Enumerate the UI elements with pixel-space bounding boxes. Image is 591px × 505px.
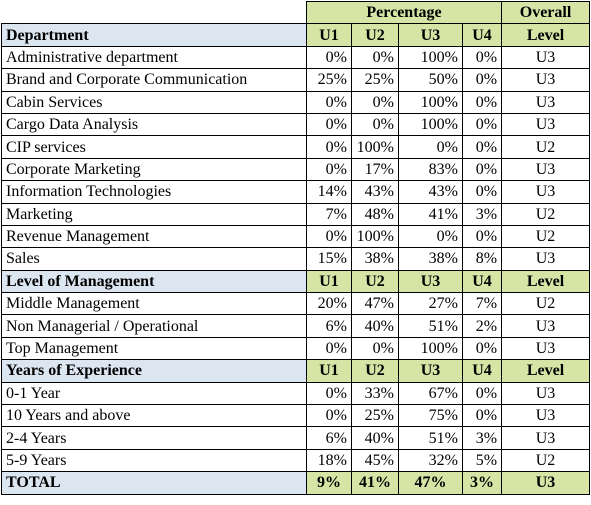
value-cell-u1: 0% bbox=[307, 113, 352, 135]
value-cell-u2: 43% bbox=[352, 181, 399, 203]
level-cell: U2 bbox=[502, 203, 590, 225]
value-cell-u1: 0% bbox=[307, 91, 352, 113]
column-header-u3: U3 bbox=[399, 360, 463, 382]
table-row bbox=[2, 315, 590, 337]
row-label: Middle Management bbox=[2, 293, 307, 315]
value-cell-u1: 0% bbox=[307, 382, 352, 404]
section-header-row bbox=[2, 270, 590, 292]
value-cell-u4: 0% bbox=[463, 46, 502, 68]
value-cell-u4: 3% bbox=[463, 203, 502, 225]
value-cell-u1: 7% bbox=[307, 203, 352, 225]
level-header: Level bbox=[502, 360, 590, 382]
value-cell-u2: 47% bbox=[352, 293, 399, 315]
table-row bbox=[2, 91, 590, 113]
value-cell-u1: 0% bbox=[307, 405, 352, 427]
total-value-u1: 9% bbox=[307, 472, 352, 494]
value-cell-u2: 0% bbox=[352, 46, 399, 68]
row-label: Non Managerial / Operational bbox=[2, 315, 307, 337]
total-value-u3: 47% bbox=[399, 472, 463, 494]
value-cell-u1: 0% bbox=[307, 225, 352, 247]
corner-blank-cell bbox=[2, 2, 307, 24]
value-cell-u1: 20% bbox=[307, 293, 352, 315]
value-cell-u4: 0% bbox=[463, 113, 502, 135]
value-cell-u3: 38% bbox=[399, 248, 463, 270]
row-label: CIP services bbox=[2, 136, 307, 158]
level-cell: U3 bbox=[502, 315, 590, 337]
table-row bbox=[2, 113, 590, 135]
level-cell: U3 bbox=[502, 69, 590, 91]
table-row bbox=[2, 293, 590, 315]
row-label: Cabin Services bbox=[2, 91, 307, 113]
value-cell-u4: 3% bbox=[463, 427, 502, 449]
section-title: Department bbox=[2, 24, 307, 46]
value-cell-u2: 48% bbox=[352, 203, 399, 225]
level-cell: U3 bbox=[502, 91, 590, 113]
total-value-u4: 3% bbox=[463, 472, 502, 494]
value-cell-u4: 5% bbox=[463, 449, 502, 471]
value-cell-u3: 100% bbox=[399, 91, 463, 113]
table-row bbox=[2, 225, 590, 247]
column-header-u2: U2 bbox=[352, 24, 399, 46]
value-cell-u3: 43% bbox=[399, 181, 463, 203]
value-cell-u4: 0% bbox=[463, 69, 502, 91]
column-header-u2: U2 bbox=[352, 360, 399, 382]
table-row bbox=[2, 382, 590, 404]
total-label: TOTAL bbox=[2, 472, 307, 494]
value-cell-u2: 25% bbox=[352, 69, 399, 91]
table-row bbox=[2, 427, 590, 449]
row-label: Revenue Management bbox=[2, 225, 307, 247]
row-label: 5-9 Years bbox=[2, 449, 307, 471]
table-top-header-row bbox=[2, 2, 590, 24]
level-cell: U2 bbox=[502, 293, 590, 315]
value-cell-u3: 32% bbox=[399, 449, 463, 471]
value-cell-u1: 6% bbox=[307, 427, 352, 449]
column-header-u1: U1 bbox=[307, 360, 352, 382]
value-cell-u2: 100% bbox=[352, 225, 399, 247]
level-cell: U2 bbox=[502, 449, 590, 471]
value-cell-u2: 33% bbox=[352, 382, 399, 404]
total-level: U3 bbox=[502, 472, 590, 494]
value-cell-u2: 40% bbox=[352, 427, 399, 449]
section-title: Years of Experience bbox=[2, 360, 307, 382]
level-cell: U3 bbox=[502, 158, 590, 180]
value-cell-u3: 51% bbox=[399, 427, 463, 449]
level-cell: U3 bbox=[502, 181, 590, 203]
row-label: Top Management bbox=[2, 337, 307, 359]
value-cell-u3: 50% bbox=[399, 69, 463, 91]
value-cell-u4: 0% bbox=[463, 225, 502, 247]
value-cell-u4: 7% bbox=[463, 293, 502, 315]
row-label: 0-1 Year bbox=[2, 382, 307, 404]
total-row bbox=[2, 472, 590, 494]
level-cell: U3 bbox=[502, 248, 590, 270]
level-header: Level bbox=[502, 24, 590, 46]
value-cell-u2: 45% bbox=[352, 449, 399, 471]
column-header-u2: U2 bbox=[352, 270, 399, 292]
column-header-u3: U3 bbox=[399, 24, 463, 46]
row-label: 10 Years and above bbox=[2, 405, 307, 427]
value-cell-u3: 0% bbox=[399, 225, 463, 247]
section-header-row bbox=[2, 360, 590, 382]
value-cell-u1: 6% bbox=[307, 315, 352, 337]
value-cell-u1: 14% bbox=[307, 181, 352, 203]
table-row bbox=[2, 158, 590, 180]
level-header: Level bbox=[502, 270, 590, 292]
table-row bbox=[2, 337, 590, 359]
overall-header: Overall bbox=[502, 2, 590, 24]
table-row bbox=[2, 449, 590, 471]
section-header-row bbox=[2, 24, 590, 46]
level-cell: U3 bbox=[502, 337, 590, 359]
percentage-header: Percentage bbox=[307, 2, 502, 24]
column-header-u3: U3 bbox=[399, 270, 463, 292]
section-title: Level of Management bbox=[2, 270, 307, 292]
value-cell-u1: 25% bbox=[307, 69, 352, 91]
value-cell-u2: 17% bbox=[352, 158, 399, 180]
row-label: Marketing bbox=[2, 203, 307, 225]
value-cell-u3: 100% bbox=[399, 337, 463, 359]
value-cell-u2: 25% bbox=[352, 405, 399, 427]
table-row bbox=[2, 405, 590, 427]
table-row bbox=[2, 181, 590, 203]
value-cell-u1: 15% bbox=[307, 248, 352, 270]
value-cell-u3: 67% bbox=[399, 382, 463, 404]
value-cell-u4: 0% bbox=[463, 91, 502, 113]
value-cell-u4: 2% bbox=[463, 315, 502, 337]
value-cell-u3: 0% bbox=[399, 136, 463, 158]
row-label: Corporate Marketing bbox=[2, 158, 307, 180]
value-cell-u3: 75% bbox=[399, 405, 463, 427]
value-cell-u4: 0% bbox=[463, 382, 502, 404]
value-cell-u2: 0% bbox=[352, 337, 399, 359]
value-cell-u3: 100% bbox=[399, 46, 463, 68]
value-cell-u4: 0% bbox=[463, 181, 502, 203]
table-row bbox=[2, 136, 590, 158]
table-row bbox=[2, 248, 590, 270]
value-cell-u1: 0% bbox=[307, 136, 352, 158]
value-cell-u3: 51% bbox=[399, 315, 463, 337]
value-cell-u2: 100% bbox=[352, 136, 399, 158]
level-cell: U3 bbox=[502, 113, 590, 135]
value-cell-u1: 18% bbox=[307, 449, 352, 471]
value-cell-u3: 83% bbox=[399, 158, 463, 180]
column-header-u4: U4 bbox=[463, 24, 502, 46]
row-label: Cargo Data Analysis bbox=[2, 113, 307, 135]
level-cell: U2 bbox=[502, 136, 590, 158]
column-header-u1: U1 bbox=[307, 24, 352, 46]
column-header-u4: U4 bbox=[463, 360, 502, 382]
value-cell-u3: 27% bbox=[399, 293, 463, 315]
value-cell-u2: 40% bbox=[352, 315, 399, 337]
value-cell-u2: 0% bbox=[352, 113, 399, 135]
row-label: Sales bbox=[2, 248, 307, 270]
table-row bbox=[2, 69, 590, 91]
results-table bbox=[1, 1, 590, 495]
total-value-u2: 41% bbox=[352, 472, 399, 494]
table-row bbox=[2, 46, 590, 68]
row-label: Administrative department bbox=[2, 46, 307, 68]
value-cell-u2: 0% bbox=[352, 91, 399, 113]
level-cell: U3 bbox=[502, 382, 590, 404]
value-cell-u4: 8% bbox=[463, 248, 502, 270]
value-cell-u3: 100% bbox=[399, 113, 463, 135]
value-cell-u3: 41% bbox=[399, 203, 463, 225]
value-cell-u4: 0% bbox=[463, 158, 502, 180]
row-label: Information Technologies bbox=[2, 181, 307, 203]
column-header-u4: U4 bbox=[463, 270, 502, 292]
level-cell: U3 bbox=[502, 405, 590, 427]
value-cell-u4: 0% bbox=[463, 136, 502, 158]
table-row bbox=[2, 203, 590, 225]
level-cell: U2 bbox=[502, 225, 590, 247]
value-cell-u4: 0% bbox=[463, 337, 502, 359]
value-cell-u1: 0% bbox=[307, 46, 352, 68]
value-cell-u1: 0% bbox=[307, 158, 352, 180]
value-cell-u1: 0% bbox=[307, 337, 352, 359]
value-cell-u4: 0% bbox=[463, 405, 502, 427]
column-header-u1: U1 bbox=[307, 270, 352, 292]
value-cell-u2: 38% bbox=[352, 248, 399, 270]
level-cell: U3 bbox=[502, 427, 590, 449]
row-label: Brand and Corporate Communication bbox=[2, 69, 307, 91]
level-cell: U3 bbox=[502, 46, 590, 68]
row-label: 2-4 Years bbox=[2, 427, 307, 449]
